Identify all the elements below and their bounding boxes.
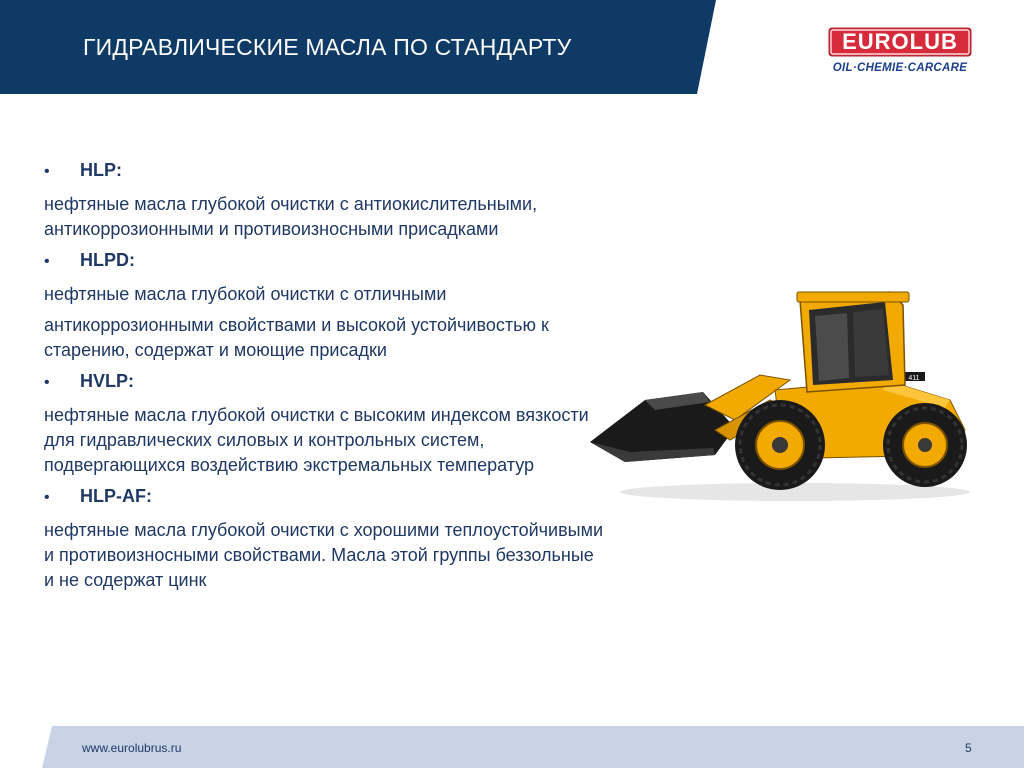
bullet: • — [44, 163, 50, 180]
oil-types-list — [44, 158, 604, 599]
list-item — [44, 484, 604, 593]
eurolub-logo — [828, 27, 972, 79]
item-label: HLP-AF: — [80, 486, 152, 506]
wheel-loader-image — [585, 280, 980, 505]
bullet: • — [44, 489, 50, 506]
logo-tagline: OIL·CHEMIE·CARCARE — [832, 62, 968, 74]
slide-title: ГИДРАВЛИЧЕСКИЕ МАСЛА ПО СТАНДАРТУ — [83, 34, 572, 60]
bullet: • — [44, 374, 50, 391]
item-label: HVLP: — [80, 371, 134, 391]
item-description — [44, 518, 604, 593]
description-paragraph: нефтяные масла глубокой очистки с антиокислительными, антикоррозионными и противоизносными присадками — [44, 194, 538, 239]
item-description — [44, 282, 604, 363]
footer-website-link[interactable]: www.eurolubrus.ru — [82, 741, 182, 755]
bullet: • — [44, 253, 50, 270]
cab-number: 411 — [908, 375, 920, 382]
description-paragraph: нефтяные масла глубокой очистки с отличными — [44, 284, 447, 304]
item-label: HLP: — [80, 160, 122, 180]
list-item — [44, 158, 604, 242]
logo-brand: EUROLUB — [842, 29, 958, 54]
page-number: 5 — [965, 741, 972, 755]
description-paragraph: антикоррозионными свойствами и высокой устойчивостью к старению, содержат и моющие присадки — [44, 315, 549, 360]
description-paragraph: нефтяные масла глубокой очистки с хорошими теплоустойчивыми и противоизносными свойствами. Масла этой группы беззольные и не содержат цинк — [44, 520, 604, 590]
list-item — [44, 369, 604, 478]
item-label: HLPD: — [80, 250, 135, 270]
item-description — [44, 403, 604, 478]
list-item — [44, 248, 604, 363]
description-paragraph: нефтяные масла глубокой очистки с высоким индексом вязкости для гидравлических силовых и контрольных систем, подвергающихся воздействию экстремальных температур — [44, 405, 589, 475]
item-description — [44, 192, 604, 242]
